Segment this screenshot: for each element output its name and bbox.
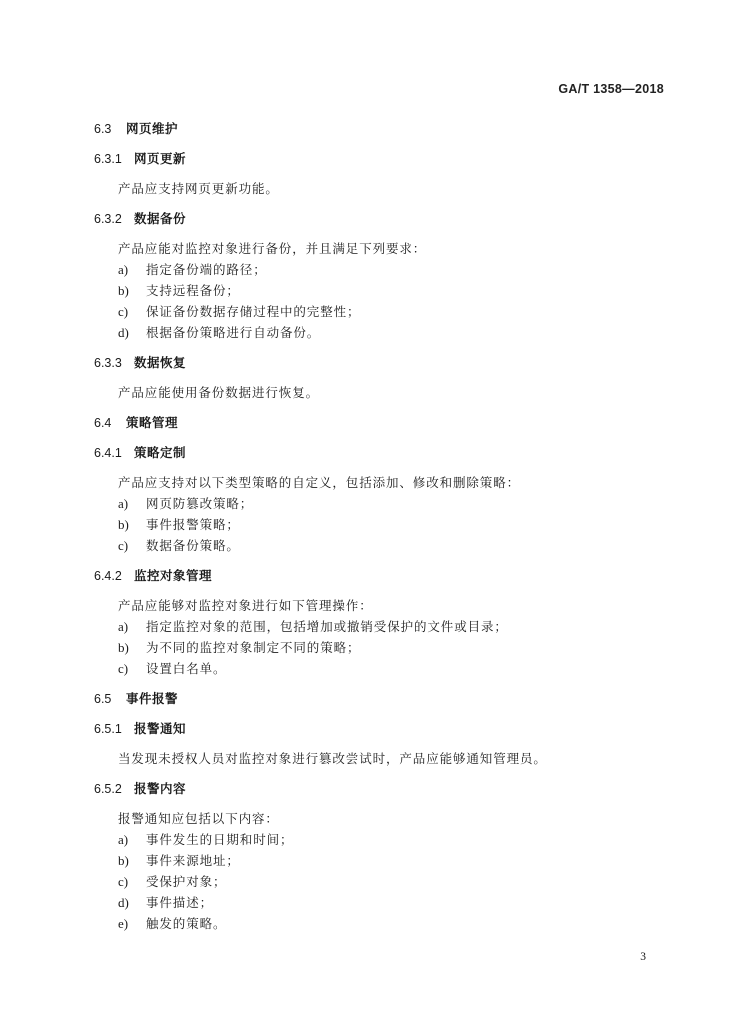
- heading-number: 6.4: [94, 416, 112, 430]
- heading-6-5: [94, 691, 178, 707]
- heading-6-5-2: [94, 781, 186, 797]
- heading-title: 网页维护: [126, 121, 179, 136]
- document-code: GA/T 1358—2018: [558, 82, 664, 96]
- list-item: [118, 262, 267, 278]
- list-marker: a): [118, 496, 129, 511]
- heading-6-4-1: [94, 445, 186, 461]
- list-item: [118, 874, 226, 890]
- heading-title: 数据备份: [134, 211, 187, 226]
- heading-number: 6.5.2: [94, 782, 122, 796]
- heading-6-3: [94, 121, 178, 137]
- heading-number: 6.3: [94, 122, 112, 136]
- list-marker: b): [118, 640, 129, 655]
- list-marker: c): [118, 661, 129, 676]
- list-item: [118, 304, 360, 320]
- list-marker: e): [118, 916, 129, 931]
- heading-title: 策略定制: [134, 445, 187, 460]
- heading-number: 6.5: [94, 692, 112, 706]
- paragraph: 产品应支持网页更新功能。: [118, 181, 279, 196]
- list-item: [118, 496, 253, 512]
- list-marker: b): [118, 517, 129, 532]
- list-item: [118, 832, 293, 848]
- list-text: 指定备份端的路径；: [146, 262, 267, 277]
- paragraph: 产品应能够对监控对象进行如下管理操作：: [118, 598, 373, 613]
- list-text: 设置白名单。: [146, 661, 227, 676]
- paragraph: 产品应支持对以下类型策略的自定义，包括添加、修改和删除策略：: [118, 475, 521, 490]
- list-item: [118, 538, 240, 554]
- heading-6-3-1: [94, 151, 186, 167]
- paragraph: 产品应能使用备份数据进行恢复。: [118, 385, 320, 400]
- list-text: 为不同的监控对象制定不同的策略；: [146, 640, 361, 655]
- list-item: [118, 661, 226, 677]
- heading-6-4: [94, 415, 178, 431]
- list-marker: b): [118, 853, 129, 868]
- heading-title: 网页更新: [134, 151, 187, 166]
- heading-number: 6.3.1: [94, 152, 122, 166]
- list-text: 数据备份策略。: [146, 538, 240, 553]
- list-item: [118, 916, 226, 932]
- list-marker: a): [118, 619, 129, 634]
- heading-number: 6.4.2: [94, 569, 122, 583]
- list-text: 根据备份策略进行自动备份。: [146, 325, 321, 340]
- list-text: 支持远程备份；: [146, 283, 240, 298]
- paragraph: 产品应能对监控对象进行备份，并且满足下列要求：: [118, 241, 427, 256]
- list-marker: a): [118, 262, 129, 277]
- list-text: 事件描述；: [146, 895, 214, 910]
- list-marker: d): [118, 325, 129, 340]
- heading-6-5-1: [94, 721, 186, 737]
- heading-number: 6.4.1: [94, 446, 122, 460]
- list-text: 事件报警策略；: [146, 517, 240, 532]
- heading-number: 6.3.2: [94, 212, 122, 226]
- page-number: 3: [640, 951, 646, 963]
- list-item: [118, 895, 213, 911]
- heading-title: 报警内容: [134, 781, 187, 796]
- heading-title: 策略管理: [126, 415, 179, 430]
- paragraph: 当发现未授权人员对监控对象进行篡改尝试时，产品应能够通知管理员。: [118, 751, 547, 766]
- heading-number: 6.3.3: [94, 356, 122, 370]
- list-marker: c): [118, 304, 129, 319]
- list-text: 指定监控对象的范围，包括增加或撤销受保护的文件或目录；: [146, 619, 508, 634]
- list-marker: b): [118, 283, 129, 298]
- heading-title: 事件报警: [126, 691, 179, 706]
- list-marker: c): [118, 874, 129, 889]
- heading-number: 6.5.1: [94, 722, 122, 736]
- list-item: [118, 283, 240, 299]
- list-marker: a): [118, 832, 129, 847]
- heading-6-3-2: [94, 211, 186, 227]
- list-marker: d): [118, 895, 129, 910]
- list-text: 事件发生的日期和时间；: [146, 832, 294, 847]
- heading-6-4-2: [94, 568, 212, 584]
- heading-title: 监控对象管理: [134, 568, 213, 583]
- heading-title: 数据恢复: [134, 355, 187, 370]
- list-item: [118, 640, 360, 656]
- list-text: 事件来源地址；: [146, 853, 240, 868]
- paragraph: 报警通知应包括以下内容：: [118, 811, 279, 826]
- list-text: 网页防篡改策略；: [146, 496, 254, 511]
- list-text: 保证备份数据存储过程中的完整性；: [146, 304, 361, 319]
- list-item: [118, 853, 240, 869]
- list-item: [118, 325, 320, 341]
- heading-6-3-3: [94, 355, 186, 371]
- list-marker: c): [118, 538, 129, 553]
- list-text: 触发的策略。: [146, 916, 227, 931]
- list-item: [118, 517, 240, 533]
- list-item: [118, 619, 508, 635]
- heading-title: 报警通知: [134, 721, 187, 736]
- list-text: 受保护对象；: [146, 874, 227, 889]
